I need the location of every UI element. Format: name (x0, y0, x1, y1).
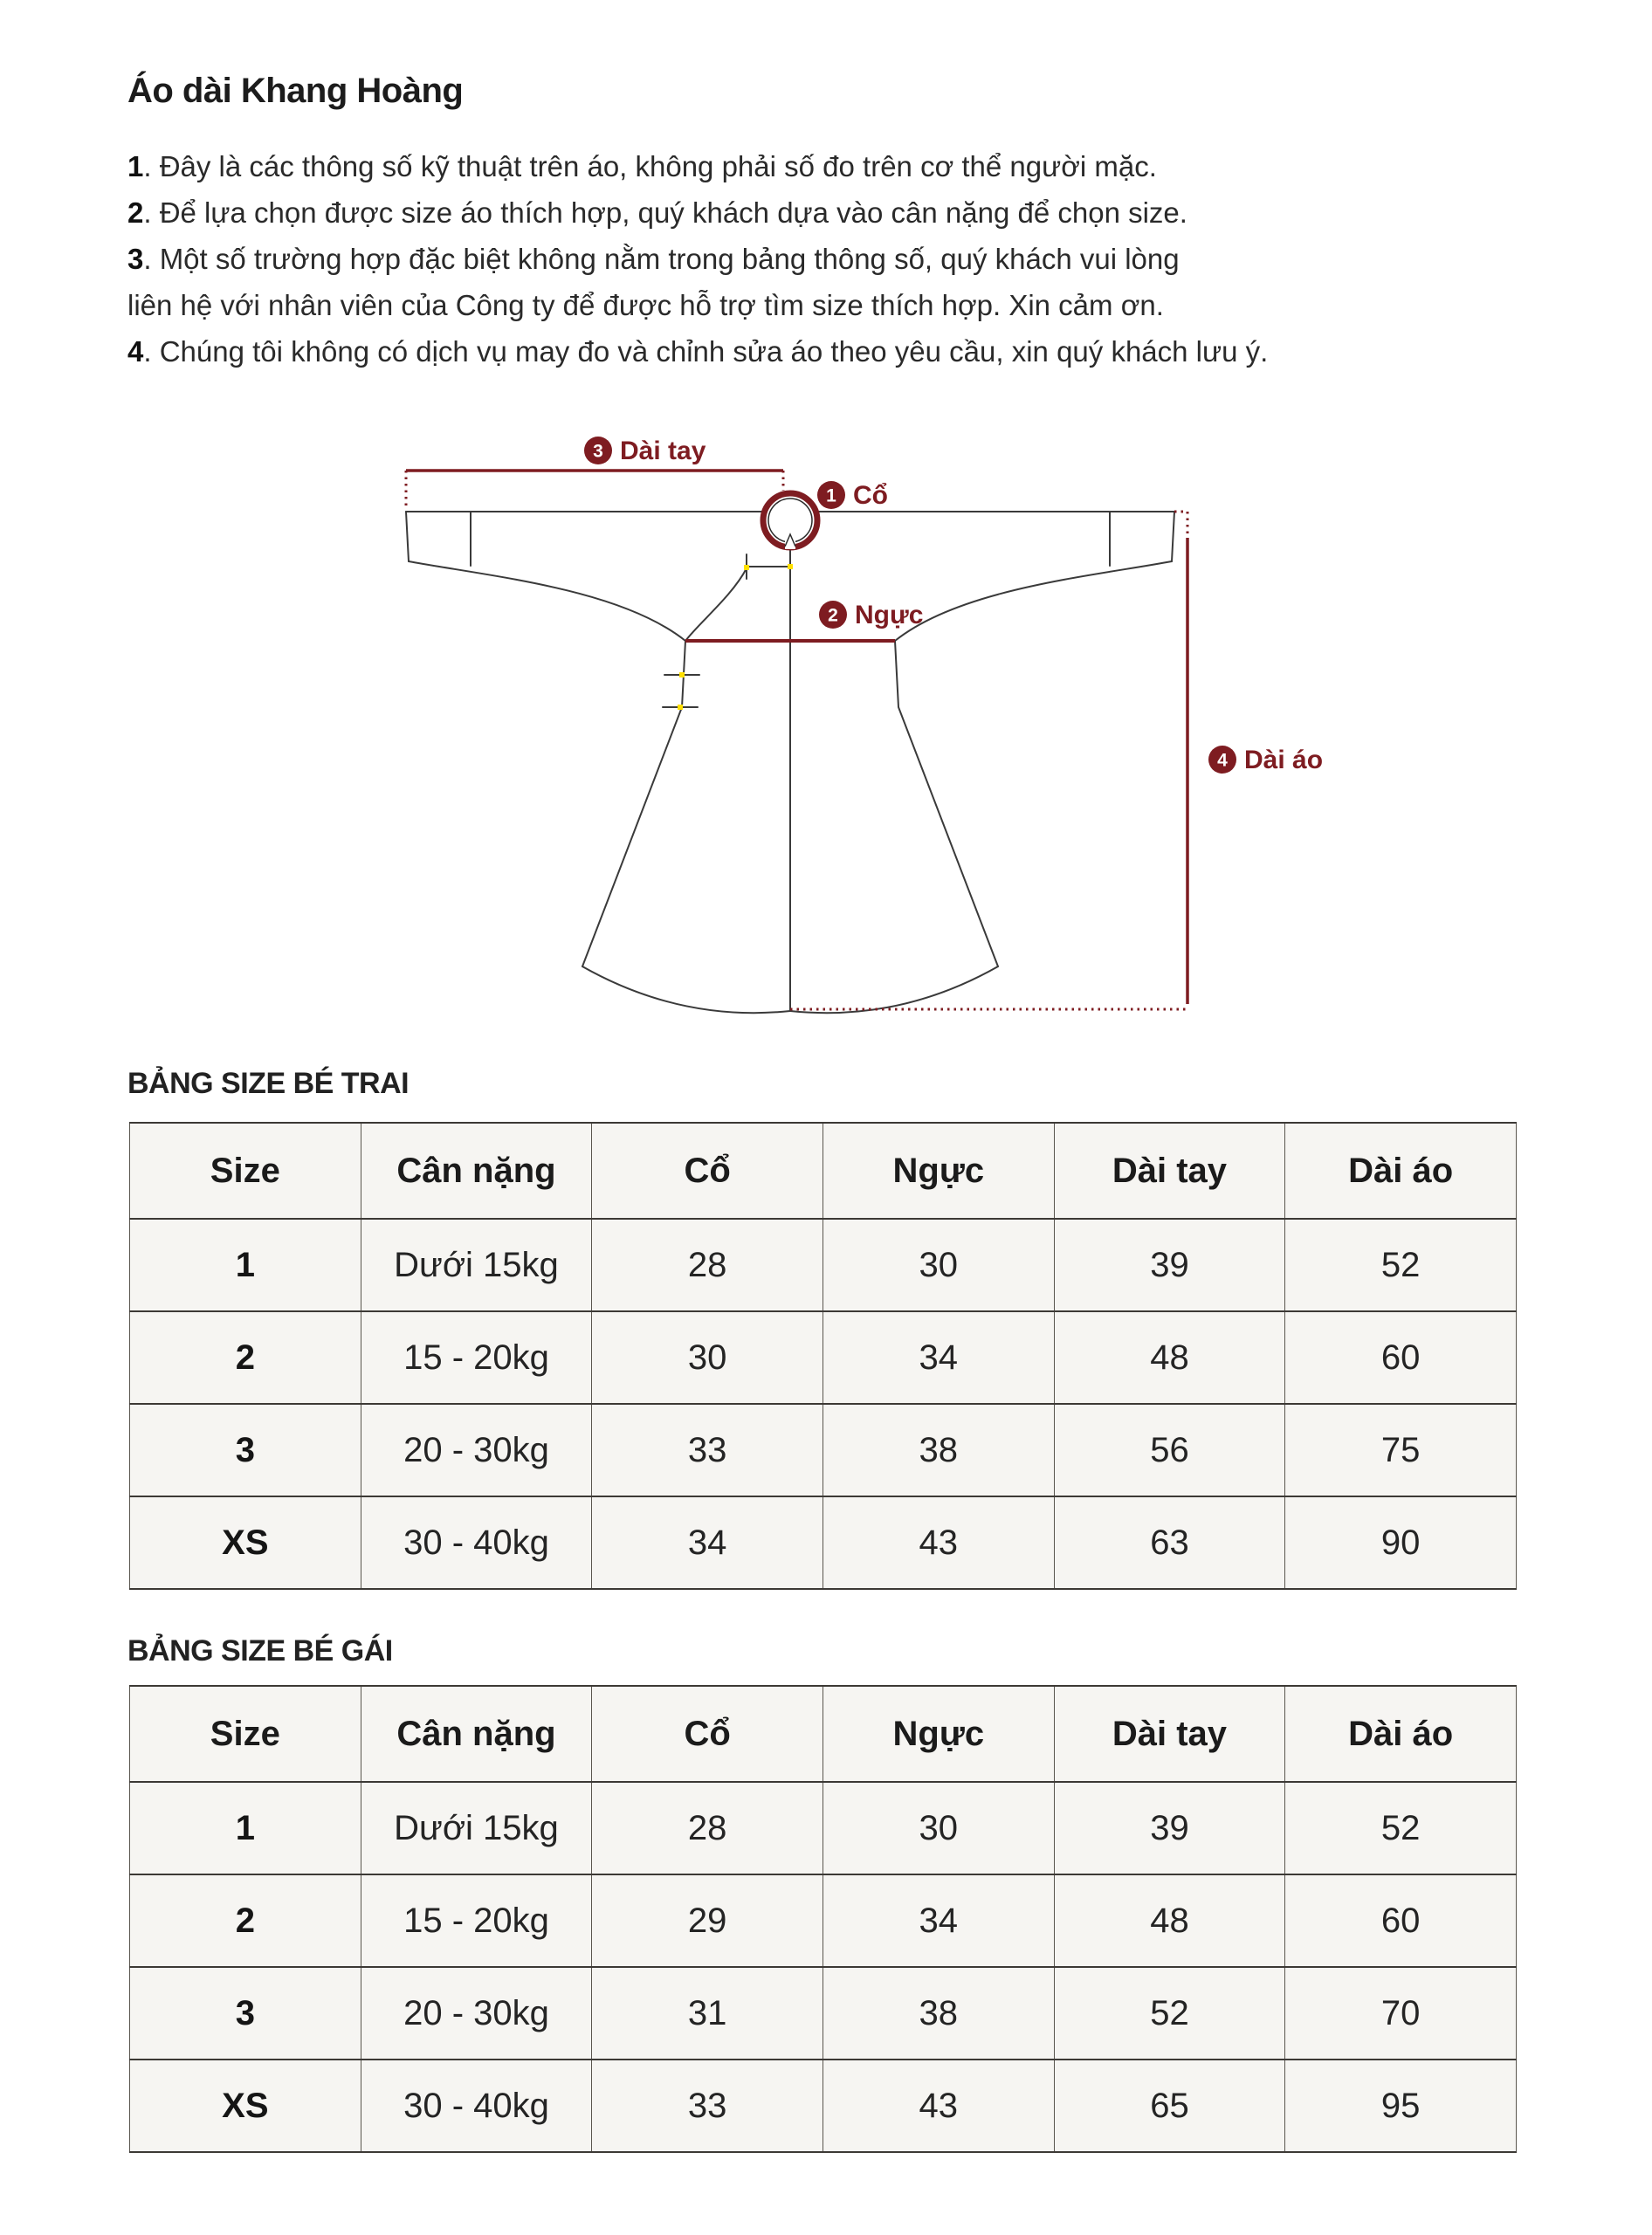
column-header: Ngực (823, 1686, 1054, 1782)
table-row (130, 1874, 1517, 1967)
size-cell: 2 (130, 1874, 361, 1967)
length-measure-line (790, 512, 1187, 1009)
header-row (130, 1123, 1517, 1219)
size-table-boys (129, 1122, 1517, 1590)
label-chest (819, 601, 923, 629)
note-number: 4 (127, 335, 144, 368)
flap-curve (685, 568, 747, 641)
note-line (127, 143, 1472, 189)
value-cell: 95 (1285, 2060, 1517, 2152)
size-cell: 1 (130, 1782, 361, 1874)
svg-text:3: 3 (593, 441, 603, 462)
value-cell: 34 (592, 1496, 823, 1589)
value-cell: 28 (592, 1219, 823, 1311)
value-cell: 39 (1054, 1782, 1285, 1874)
svg-text:1: 1 (826, 485, 836, 506)
note-number: 1 (127, 150, 144, 182)
column-header: Cân nặng (361, 1123, 592, 1219)
value-cell: 52 (1054, 1967, 1285, 2060)
value-cell: 30 (823, 1219, 1054, 1311)
value-cell: 38 (823, 1967, 1054, 2060)
column-header: Cân nặng (361, 1686, 592, 1782)
table-row (130, 1782, 1517, 1874)
column-header: Cổ (592, 1686, 823, 1782)
garment-diagram (349, 417, 1441, 1046)
value-cell: 20 - 30kg (361, 1967, 592, 2060)
value-cell: 30 (823, 1782, 1054, 1874)
value-cell: 90 (1285, 1496, 1517, 1589)
label-neck (817, 481, 888, 510)
svg-text:Cổ: Cổ (853, 481, 888, 510)
label-shirt-length (1208, 746, 1323, 774)
page-title: Áo dài Khang Hoàng (127, 72, 464, 110)
value-cell: 60 (1285, 1874, 1517, 1967)
note-number: 2 (127, 196, 144, 229)
size-cell: 3 (130, 1404, 361, 1496)
value-cell: 38 (823, 1404, 1054, 1496)
note-text: . Để lựa chọn được size áo thích hợp, quý khách dựa vào cân nặng để chọn size. (143, 196, 1187, 229)
column-header: Ngực (823, 1123, 1054, 1219)
value-cell: Dưới 15kg (361, 1219, 592, 1311)
collar-circle (763, 493, 817, 549)
note-text: . Chúng tôi không có dịch vụ may đo và chỉnh sửa áo theo yêu cầu, xin quý khách lưu ý. (143, 335, 1269, 368)
column-header: Dài áo (1285, 1123, 1517, 1219)
garment-outline (406, 512, 1174, 1013)
value-cell: 33 (592, 2060, 823, 2152)
note-line (127, 236, 1472, 282)
svg-text:Dài áo: Dài áo (1244, 746, 1324, 774)
size-cell: 3 (130, 1967, 361, 2060)
svg-text:Ngực: Ngực (855, 601, 924, 629)
column-header: Dài tay (1054, 1686, 1285, 1782)
value-cell: 43 (823, 1496, 1054, 1589)
table-row (130, 1404, 1517, 1496)
value-cell: 60 (1285, 1311, 1517, 1404)
note-text: . Đây là các thông số kỹ thuật trên áo, không phải số đo trên cơ thể người mặc. (143, 150, 1157, 182)
value-cell: 34 (823, 1874, 1054, 1967)
note-text: . Một số trường hợp đặc biệt không nằm trong bảng thông số, quý khách vui lòng (143, 243, 1180, 275)
girls-table-heading: BẢNG SIZE BÉ GÁI (127, 1634, 393, 1668)
notes-list (127, 143, 1472, 375)
value-cell: 31 (592, 1967, 823, 2060)
svg-text:4: 4 (1217, 750, 1228, 771)
label-sleeve-length (584, 437, 706, 465)
note-line (127, 328, 1472, 375)
value-cell: 63 (1054, 1496, 1285, 1589)
value-cell: 65 (1054, 2060, 1285, 2152)
note-number: 3 (127, 243, 144, 275)
value-cell: 39 (1054, 1219, 1285, 1311)
table-row (130, 1967, 1517, 2060)
table-row (130, 1219, 1517, 1311)
header-row (130, 1686, 1517, 1782)
boys-table-heading: BẢNG SIZE BÉ TRAI (127, 1067, 410, 1100)
value-cell: 52 (1285, 1219, 1517, 1311)
size-cell: XS (130, 2060, 361, 2152)
size-table-girls (129, 1685, 1517, 2153)
value-cell: 30 (592, 1311, 823, 1404)
value-cell: Dưới 15kg (361, 1782, 592, 1874)
note-text: liên hệ với nhân viên của Công ty để được hỗ trợ tìm size thích hợp. Xin cảm ơn. (127, 289, 1164, 321)
svg-text:Dài tay: Dài tay (620, 437, 706, 465)
value-cell: 75 (1285, 1404, 1517, 1496)
value-cell: 33 (592, 1404, 823, 1496)
size-cell: 1 (130, 1219, 361, 1311)
value-cell: 43 (823, 2060, 1054, 2152)
column-header: Size (130, 1686, 361, 1782)
value-cell: 15 - 20kg (361, 1874, 592, 1967)
value-cell: 34 (823, 1311, 1054, 1404)
value-cell: 52 (1285, 1782, 1517, 1874)
column-header: Dài áo (1285, 1686, 1517, 1782)
column-header: Size (130, 1123, 361, 1219)
note-line (127, 189, 1472, 236)
column-header: Cổ (592, 1123, 823, 1219)
size-cell: 2 (130, 1311, 361, 1404)
column-header: Dài tay (1054, 1123, 1285, 1219)
value-cell: 48 (1054, 1311, 1285, 1404)
value-cell: 56 (1054, 1404, 1285, 1496)
note-line (127, 282, 1472, 328)
table-row (130, 2060, 1517, 2152)
value-cell: 20 - 30kg (361, 1404, 592, 1496)
table-row (130, 1496, 1517, 1589)
value-cell: 30 - 40kg (361, 2060, 592, 2152)
size-cell: XS (130, 1496, 361, 1589)
value-cell: 29 (592, 1874, 823, 1967)
sleeve-measure-line (406, 471, 783, 510)
svg-text:2: 2 (828, 605, 838, 626)
value-cell: 28 (592, 1782, 823, 1874)
value-cell: 70 (1285, 1967, 1517, 2060)
table-row (130, 1311, 1517, 1404)
value-cell: 30 - 40kg (361, 1496, 592, 1589)
value-cell: 15 - 20kg (361, 1311, 592, 1404)
value-cell: 48 (1054, 1874, 1285, 1967)
